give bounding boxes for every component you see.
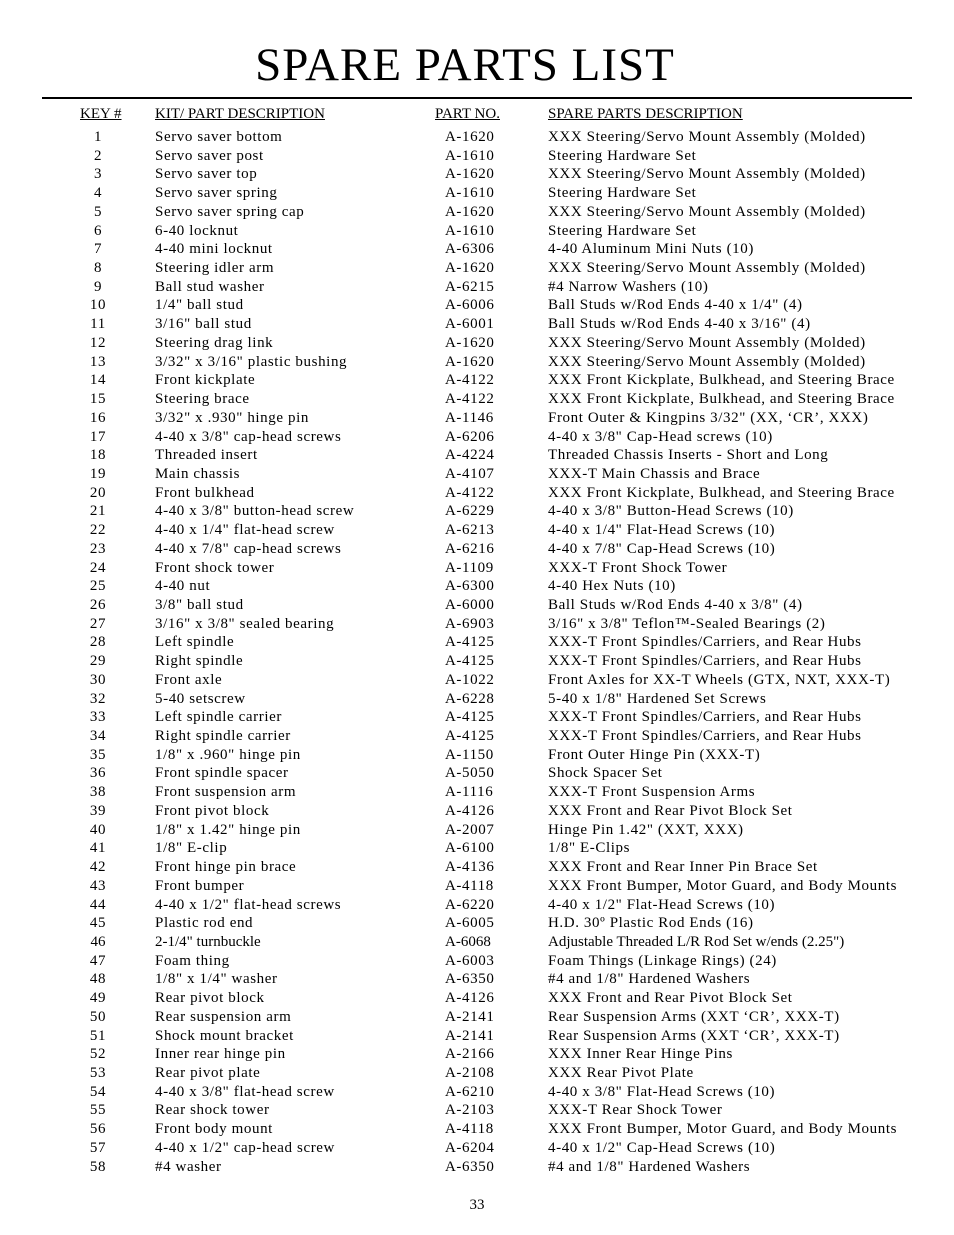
key-cell: 38 xyxy=(89,784,107,801)
part-number-cell: A-6306 xyxy=(445,241,495,258)
key-cell: 20 xyxy=(89,484,107,501)
part-description-cell: 5-40 setscrew xyxy=(155,690,246,707)
spare-description-cell: 4-40 Hex Nuts (10) xyxy=(548,578,676,595)
spare-description-cell: 4-40 x 1/4" Flat-Head Screws (10) xyxy=(548,522,776,539)
part-description-cell: 4-40 nut xyxy=(155,578,211,595)
spare-description-cell: 4-40 x 3/8" Cap-Head screws (10) xyxy=(548,428,773,445)
table-row xyxy=(0,652,954,671)
part-description-cell: 4-40 x 3/8" button-head screw xyxy=(155,503,355,520)
part-number-cell: A-4122 xyxy=(445,484,495,501)
part-description-cell: Front axle xyxy=(155,671,223,688)
key-cell: 54 xyxy=(89,1083,107,1100)
key-cell: 50 xyxy=(89,1008,107,1025)
table-row xyxy=(0,989,954,1008)
part-description-cell: 4-40 x 7/8" cap-head screws xyxy=(155,540,342,557)
spare-description-cell: 4-40 x 3/8" Flat-Head Screws (10) xyxy=(548,1083,776,1100)
part-number-cell: A-1116 xyxy=(445,784,494,801)
part-number-cell: A-1146 xyxy=(445,409,494,426)
part-description-cell: Servo saver spring cap xyxy=(155,203,305,220)
column-header-description: KIT/ PART DESCRIPTION xyxy=(155,106,325,122)
key-cell: 41 xyxy=(89,840,107,857)
part-number-cell: A-6229 xyxy=(445,503,495,520)
part-description-cell: Servo saver bottom xyxy=(155,129,283,145)
part-description-cell: Front bulkhead xyxy=(155,484,255,501)
spare-description-cell: Front Axles for XX-T Wheels (GTX, NXT, XXX-T) xyxy=(548,671,891,688)
part-description-cell: 2-1/4" turnbuckle xyxy=(155,933,261,950)
table-row xyxy=(0,877,954,896)
key-cell: 10 xyxy=(89,297,107,314)
spare-description-cell: Rear Suspension Arms (XXT ‘CR’, XXX-T) xyxy=(548,1008,840,1025)
spare-description-cell: Steering Hardware Set xyxy=(548,222,697,239)
part-description-cell: 1/8" E-clip xyxy=(155,840,228,857)
table-row xyxy=(0,1101,954,1120)
part-number-cell: A-6216 xyxy=(445,540,495,557)
spare-description-cell: 4-40 x 1/2" Flat-Head Screws (10) xyxy=(548,896,776,913)
table-row xyxy=(0,502,954,521)
table-row xyxy=(0,446,954,465)
part-number-cell: A-6206 xyxy=(445,428,495,445)
part-number-cell: A-4125 xyxy=(445,653,495,670)
spare-description-cell: Rear Suspension Arms (XXT ‘CR’, XXX-T) xyxy=(548,1027,840,1044)
key-cell: 24 xyxy=(89,559,107,576)
part-number-cell: A-1150 xyxy=(445,746,494,763)
key-cell: 21 xyxy=(89,503,107,520)
part-description-cell: Rear pivot plate xyxy=(155,1065,261,1081)
key-cell: 5 xyxy=(93,203,103,220)
table-row xyxy=(0,259,954,278)
table-row xyxy=(0,839,954,858)
key-cell: 19 xyxy=(89,465,107,482)
part-number-cell: A-1610 xyxy=(445,147,495,164)
spare-description-cell: Steering Hardware Set xyxy=(548,147,697,164)
key-cell: 8 xyxy=(93,260,103,277)
part-number-cell: A-4125 xyxy=(445,634,495,651)
table-row xyxy=(0,1158,954,1177)
spare-description-cell: Front Outer Hinge Pin (XXX-T) xyxy=(548,746,761,763)
part-number-cell: A-2166 xyxy=(445,1046,495,1063)
spare-description-cell: XXX Steering/Servo Mount Assembly (Molded) xyxy=(548,260,866,277)
part-description-cell: Servo saver top xyxy=(155,166,258,183)
table-row xyxy=(0,240,954,259)
part-description-cell: 1/8" x .960" hinge pin xyxy=(155,746,301,763)
spare-description-cell: XXX Front and Rear Pivot Block Set xyxy=(548,990,793,1007)
table-row xyxy=(0,540,954,559)
part-description-cell: Main chassis xyxy=(155,465,241,482)
spare-description-cell: XXX Steering/Servo Mount Assembly (Molded) xyxy=(548,129,866,145)
key-cell: 33 xyxy=(89,709,107,726)
key-cell: 57 xyxy=(89,1139,107,1156)
part-number-cell: A-4224 xyxy=(445,447,495,464)
part-description-cell: Ball stud washer xyxy=(155,278,265,295)
part-number-cell: A-1620 xyxy=(445,334,495,351)
part-description-cell: 1/8" x 1.42" hinge pin xyxy=(155,821,301,838)
spare-description-cell: XXX Front Bumper, Motor Guard, and Body Mounts xyxy=(548,1121,898,1138)
table-row xyxy=(0,1064,954,1083)
part-number-cell: A-6000 xyxy=(445,597,495,613)
part-description-cell: Front suspension arm xyxy=(155,784,297,801)
table-row xyxy=(0,484,954,503)
table-row xyxy=(0,577,954,596)
spare-description-cell: #4 Narrow Washers (10) xyxy=(548,278,709,295)
spare-description-cell: XXX-T Front Shock Tower xyxy=(548,559,728,576)
table-row xyxy=(0,914,954,933)
key-cell: 58 xyxy=(89,1158,107,1175)
part-number-cell: A-6350 xyxy=(445,1158,495,1175)
spare-description-cell: XXX Front Kickplate, Bulkhead, and Steering Brace xyxy=(548,391,895,408)
part-description-cell: Left spindle carrier xyxy=(155,709,282,726)
key-cell: 49 xyxy=(89,990,107,1007)
part-description-cell: Steering brace xyxy=(155,391,250,408)
part-description-cell: Plastic rod end xyxy=(155,915,254,932)
table-row xyxy=(0,353,954,372)
part-number-cell: A-6100 xyxy=(445,840,495,857)
key-cell: 18 xyxy=(89,447,107,464)
key-cell: 7 xyxy=(93,241,103,258)
table-row xyxy=(0,184,954,203)
part-description-cell: Right spindle xyxy=(155,653,244,670)
part-description-cell: Front pivot block xyxy=(155,802,270,819)
table-row xyxy=(0,1139,954,1158)
key-cell: 22 xyxy=(89,522,107,539)
part-number-cell: A-6213 xyxy=(445,522,495,539)
part-number-cell: A-1022 xyxy=(445,671,495,688)
spare-description-cell: Foam Things (Linkage Rings) (24) xyxy=(548,952,777,969)
table-row xyxy=(0,764,954,783)
table-row xyxy=(0,615,954,634)
part-number-cell: A-6204 xyxy=(445,1139,495,1156)
column-header-key: KEY # xyxy=(80,106,122,122)
spare-description-cell: XXX-T Front Spindles/Carriers, and Rear Hubs xyxy=(548,634,862,651)
part-description-cell: 4-40 x 1/2" flat-head screws xyxy=(155,896,342,913)
table-row xyxy=(0,746,954,765)
part-description-cell: 4-40 x 1/2" cap-head screw xyxy=(155,1139,335,1156)
part-number-cell: A-4136 xyxy=(445,859,495,876)
header-divider xyxy=(42,97,912,99)
part-number-cell: A-1610 xyxy=(445,222,495,239)
key-cell: 17 xyxy=(89,428,107,445)
spare-description-cell: XXX-T Front Spindles/Carriers, and Rear Hubs xyxy=(548,709,862,726)
key-cell: 45 xyxy=(89,915,107,932)
part-number-cell: A-4122 xyxy=(445,372,495,389)
table-row xyxy=(0,165,954,184)
key-cell: 32 xyxy=(89,690,107,707)
table-row xyxy=(0,858,954,877)
key-cell: 11 xyxy=(90,316,106,333)
part-number-cell: A-1620 xyxy=(445,353,495,370)
part-number-cell: A-1620 xyxy=(445,203,495,220)
spare-description-cell: H.D. 30º Plastic Rod Ends (16) xyxy=(548,915,754,932)
part-description-cell: Front hinge pin brace xyxy=(155,859,297,876)
part-description-cell: 3/32" x .930" hinge pin xyxy=(155,409,309,426)
key-cell: 36 xyxy=(89,765,107,782)
key-cell: 44 xyxy=(89,896,107,913)
table-row xyxy=(0,147,954,166)
part-description-cell: Threaded insert xyxy=(155,447,258,464)
part-description-cell: 4-40 x 3/8" flat-head screw xyxy=(155,1083,335,1100)
spare-description-cell: 4-40 x 1/2" Cap-Head Screws (10) xyxy=(548,1139,776,1156)
spare-description-cell: XXX Steering/Servo Mount Assembly (Molded) xyxy=(548,334,866,351)
part-number-cell: A-6068 xyxy=(445,933,491,950)
spare-description-cell: Shock Spacer Set xyxy=(548,765,663,782)
table-row xyxy=(0,896,954,915)
page-title: SPARE PARTS LIST xyxy=(255,39,675,91)
part-number-cell: A-1620 xyxy=(445,260,495,277)
key-cell: 12 xyxy=(89,334,107,351)
spare-description-cell: XXX Steering/Servo Mount Assembly (Molded) xyxy=(548,353,866,370)
key-cell: 48 xyxy=(89,971,107,988)
spare-description-cell: XXX Rear Pivot Plate xyxy=(548,1065,694,1081)
key-cell: 43 xyxy=(89,877,107,894)
table-row xyxy=(0,596,954,615)
part-description-cell: Rear shock tower xyxy=(155,1102,270,1119)
table-row xyxy=(0,821,954,840)
part-number-cell: A-1109 xyxy=(445,559,494,576)
spare-description-cell: XXX Steering/Servo Mount Assembly (Molded) xyxy=(548,203,866,220)
table-row xyxy=(0,296,954,315)
part-description-cell: 1/4" ball stud xyxy=(155,297,244,314)
key-cell: 30 xyxy=(89,671,107,688)
part-description-cell: 3/16" ball stud xyxy=(155,316,252,333)
part-number-cell: A-5050 xyxy=(445,765,495,782)
part-description-cell: 4-40 mini locknut xyxy=(155,241,273,258)
spare-description-cell: 4-40 Aluminum Mini Nuts (10) xyxy=(548,241,754,258)
part-number-cell: A-4126 xyxy=(445,802,495,819)
table-row xyxy=(0,409,954,428)
key-cell: 15 xyxy=(89,391,107,408)
part-number-cell: A-4107 xyxy=(445,465,495,482)
part-number-cell: A-1610 xyxy=(445,185,495,202)
key-cell: 42 xyxy=(89,859,107,876)
table-row xyxy=(0,802,954,821)
table-row xyxy=(0,671,954,690)
spare-description-cell: #4 and 1/8" Hardened Washers xyxy=(548,1158,751,1175)
spare-description-cell: XXX-T Front Spindles/Carriers, and Rear Hubs xyxy=(548,653,862,670)
part-number-cell: A-6220 xyxy=(445,896,495,913)
spare-description-cell: XXX-T Front Spindles/Carriers, and Rear Hubs xyxy=(548,728,862,745)
spare-description-cell: XXX Steering/Servo Mount Assembly (Molded) xyxy=(548,166,866,183)
table-row xyxy=(0,1045,954,1064)
table-row xyxy=(0,1008,954,1027)
key-cell: 28 xyxy=(89,634,107,651)
part-description-cell: Right spindle carrier xyxy=(155,728,291,745)
table-row xyxy=(0,1083,954,1102)
spare-description-cell: XXX Front and Rear Inner Pin Brace Set xyxy=(548,859,818,876)
part-number-cell: A-4118 xyxy=(445,877,494,894)
table-row xyxy=(0,1120,954,1139)
spare-description-cell: #4 and 1/8" Hardened Washers xyxy=(548,971,751,988)
part-number-cell: A-4118 xyxy=(445,1121,494,1138)
key-cell: 46 xyxy=(90,933,106,950)
key-cell: 23 xyxy=(89,540,107,557)
spare-description-cell: 5-40 x 1/8" Hardened Set Screws xyxy=(548,690,767,707)
part-description-cell: Inner rear hinge pin xyxy=(155,1046,286,1063)
key-cell: 4 xyxy=(93,185,103,202)
table-row xyxy=(0,1027,954,1046)
key-cell: 14 xyxy=(89,372,107,389)
spare-description-cell: XXX-T Front Suspension Arms xyxy=(548,784,756,801)
table-row xyxy=(0,633,954,652)
table-row xyxy=(0,315,954,334)
key-cell: 25 xyxy=(89,578,107,595)
key-cell: 52 xyxy=(89,1046,107,1063)
spare-description-cell: XXX Inner Rear Hinge Pins xyxy=(548,1046,733,1063)
part-description-cell: 4-40 x 1/4" flat-head screw xyxy=(155,522,335,539)
spare-description-cell: 4-40 x 7/8" Cap-Head Screws (10) xyxy=(548,540,776,557)
part-number-cell: A-1620 xyxy=(445,166,495,183)
part-description-cell: Front shock tower xyxy=(155,559,275,576)
spare-description-cell: XXX-T Rear Shock Tower xyxy=(548,1102,723,1119)
key-cell: 9 xyxy=(93,278,103,295)
spare-description-cell: XXX-T Main Chassis and Brace xyxy=(548,465,761,482)
spare-description-cell: Hinge Pin 1.42" (XXT, XXX) xyxy=(548,821,744,838)
part-description-cell: Front kickplate xyxy=(155,372,256,389)
spare-description-cell: Ball Studs w/Rod Ends 4-40 x 3/8" (4) xyxy=(548,597,803,613)
part-description-cell: Steering idler arm xyxy=(155,260,275,277)
part-number-cell: A-6001 xyxy=(445,316,495,333)
part-number-cell: A-4125 xyxy=(445,728,495,745)
table-row xyxy=(0,128,954,147)
part-description-cell: Steering drag link xyxy=(155,334,274,351)
key-cell: 13 xyxy=(89,353,107,370)
key-cell: 34 xyxy=(89,728,107,745)
part-number-cell: A-2141 xyxy=(445,1027,495,1044)
table-row xyxy=(0,708,954,727)
table-row xyxy=(0,465,954,484)
part-number-cell: A-1620 xyxy=(445,129,495,145)
part-description-cell: Servo saver post xyxy=(155,147,264,164)
part-description-cell: Front bumper xyxy=(155,877,245,894)
table-row xyxy=(0,727,954,746)
part-description-cell: Foam thing xyxy=(155,952,230,969)
part-number-cell: A-2108 xyxy=(445,1065,495,1081)
column-header-spare-description: SPARE PARTS DESCRIPTION xyxy=(548,106,743,122)
key-cell: 55 xyxy=(89,1102,107,1119)
part-description-cell: Left spindle xyxy=(155,634,235,651)
part-description-cell: 3/8" ball stud xyxy=(155,597,244,613)
key-cell: 35 xyxy=(89,746,107,763)
key-cell: 56 xyxy=(89,1121,107,1138)
table-row xyxy=(0,428,954,447)
key-cell: 39 xyxy=(89,802,107,819)
part-number-cell: A-4126 xyxy=(445,990,495,1007)
part-description-cell: 4-40 x 3/8" cap-head screws xyxy=(155,428,342,445)
part-description-cell: Front body mount xyxy=(155,1121,273,1138)
spare-description-cell: 4-40 x 3/8" Button-Head Screws (10) xyxy=(548,503,794,520)
table-row xyxy=(0,559,954,578)
part-number-cell: A-6006 xyxy=(445,297,495,314)
table-row xyxy=(0,521,954,540)
part-number-cell: A-2141 xyxy=(445,1008,495,1025)
table-row xyxy=(0,203,954,222)
spare-description-cell: 1/8" E-Clips xyxy=(548,840,631,857)
key-cell: 51 xyxy=(89,1027,107,1044)
key-cell: 26 xyxy=(89,597,107,613)
part-description-cell: Front spindle spacer xyxy=(155,765,289,782)
key-cell: 2 xyxy=(93,147,103,164)
part-description-cell: Rear pivot block xyxy=(155,990,265,1007)
key-cell: 40 xyxy=(89,821,107,838)
table-row xyxy=(0,278,954,297)
table-row xyxy=(0,222,954,241)
table-row xyxy=(0,371,954,390)
key-cell: 6 xyxy=(93,222,103,239)
part-description-cell: 1/8" x 1/4" washer xyxy=(155,971,278,988)
spare-description-cell: Ball Studs w/Rod Ends 4-40 x 3/16" (4) xyxy=(548,316,811,333)
part-number-cell: A-6003 xyxy=(445,952,495,969)
column-header-part-no: PART NO. xyxy=(435,106,500,122)
part-description-cell: Shock mount bracket xyxy=(155,1027,294,1044)
key-cell: 29 xyxy=(89,653,107,670)
table-row xyxy=(0,690,954,709)
key-cell: 27 xyxy=(89,615,107,632)
part-number-cell: A-6005 xyxy=(445,915,495,932)
part-number-cell: A-2103 xyxy=(445,1102,495,1119)
part-number-cell: A-4122 xyxy=(445,391,495,408)
part-number-cell: A-6903 xyxy=(445,615,495,632)
part-number-cell: A-6228 xyxy=(445,690,495,707)
spare-description-cell: Ball Studs w/Rod Ends 4-40 x 1/4" (4) xyxy=(548,297,803,314)
spare-description-cell: Steering Hardware Set xyxy=(548,185,697,202)
part-description-cell: 6-40 locknut xyxy=(155,222,239,239)
spare-description-cell: 3/16" x 3/8" Teflon™-Sealed Bearings (2) xyxy=(548,615,826,632)
table-row xyxy=(0,334,954,353)
spare-description-cell: XXX Front and Rear Pivot Block Set xyxy=(548,802,793,819)
key-cell: 1 xyxy=(93,129,103,145)
key-cell: 53 xyxy=(89,1065,107,1081)
part-description-cell: 3/32" x 3/16" plastic bushing xyxy=(155,353,348,370)
spare-description-cell: Threaded Chassis Inserts - Short and Long xyxy=(548,447,829,464)
page-number: 33 xyxy=(469,1197,485,1213)
table-row xyxy=(0,970,954,989)
spare-description-cell: XXX Front Bumper, Motor Guard, and Body Mounts xyxy=(548,877,898,894)
spare-description-cell: XXX Front Kickplate, Bulkhead, and Steering Brace xyxy=(548,484,895,501)
part-number-cell: A-6215 xyxy=(445,278,495,295)
spare-description-cell: Adjustable Threaded L/R Rod Set w/ends (2.25") xyxy=(548,933,845,950)
part-description-cell: 3/16" x 3/8" sealed bearing xyxy=(155,615,335,632)
key-cell: 3 xyxy=(93,166,103,183)
key-cell: 16 xyxy=(89,409,107,426)
part-number-cell: A-4125 xyxy=(445,709,495,726)
part-number-cell: A-6210 xyxy=(445,1083,495,1100)
part-number-cell: A-6350 xyxy=(445,971,495,988)
part-number-cell: A-2007 xyxy=(445,821,495,838)
part-number-cell: A-6300 xyxy=(445,578,495,595)
part-description-cell: Servo saver spring xyxy=(155,185,278,202)
table-row xyxy=(0,783,954,802)
table-row xyxy=(0,952,954,971)
part-description-cell: Rear suspension arm xyxy=(155,1008,292,1025)
key-cell: 47 xyxy=(89,952,107,969)
table-row xyxy=(0,933,954,952)
spare-description-cell: Front Outer & Kingpins 3/32" (XX, ‘CR’, XXX) xyxy=(548,409,869,426)
spare-description-cell: XXX Front Kickplate, Bulkhead, and Steering Brace xyxy=(548,372,895,389)
part-description-cell: #4 washer xyxy=(155,1158,222,1175)
table-row xyxy=(0,390,954,409)
